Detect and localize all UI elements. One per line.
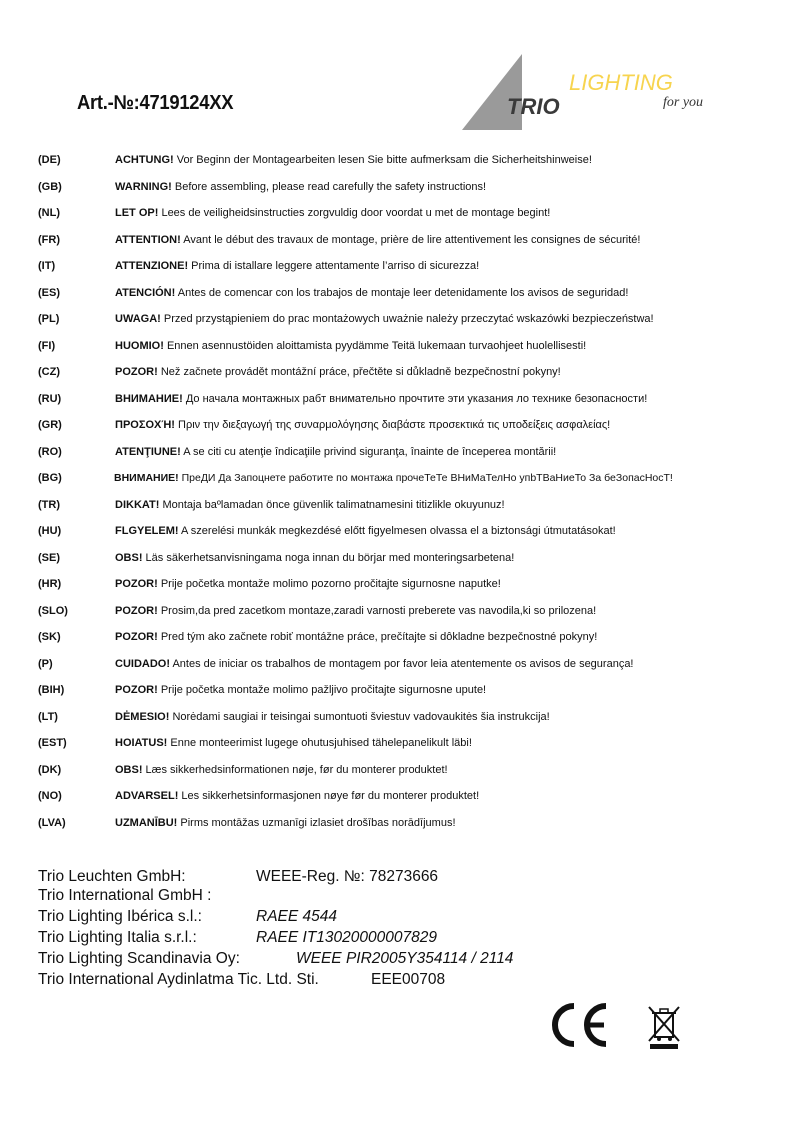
warning-text xyxy=(115,736,472,750)
warning-text xyxy=(115,604,596,618)
warning-row-ru xyxy=(38,392,778,419)
warning-body: Enne monteerimist lugege ohutusjuhised tähelepanelikult läbi! xyxy=(167,737,472,749)
warning-text xyxy=(115,206,550,220)
language-code: (HU) xyxy=(38,525,62,537)
language-code: (CZ) xyxy=(38,366,60,378)
article-number: Art.-№:4719124XX xyxy=(77,92,234,114)
warning-heading: HOIATUS! xyxy=(115,737,168,749)
language-code: (P) xyxy=(38,657,53,670)
warning-body: Avant le début des travaux de montage, prière de lire attentivement les consignes de sécurité! xyxy=(180,233,641,246)
warning-text xyxy=(115,710,550,724)
warning-text xyxy=(115,259,479,273)
warning-text xyxy=(115,392,647,406)
warning-row-bg xyxy=(38,471,778,498)
compliance-marks xyxy=(550,1002,690,1050)
warning-row-lva xyxy=(38,816,778,843)
registration-number: WEEE-Reg. №: 78273666 xyxy=(256,868,439,885)
warning-heading: POZOR! xyxy=(115,631,158,643)
safety-warnings-list xyxy=(38,153,778,842)
warning-heading: POZOR! xyxy=(115,684,158,696)
warning-heading: ACHTUNG! xyxy=(115,154,174,166)
warning-row-gr xyxy=(38,418,778,445)
language-code: (LT) xyxy=(38,710,58,723)
language-code: (GR) xyxy=(38,419,62,431)
warning-body: Les sikkerhetsinformasjonen nøye før du monterer produktet! xyxy=(178,790,480,802)
marks-graphic xyxy=(550,1002,690,1050)
warning-heading: DIKKAT! xyxy=(115,498,160,511)
warning-body: Prije početka montaže molimo pozorno pročitajte sigurnosne naputke! xyxy=(157,578,501,590)
registration-number: WEEE PIR2005Y354114 / 2114 xyxy=(296,950,514,967)
warning-row-gb xyxy=(38,180,778,207)
warning-heading: POZOR! xyxy=(115,366,158,378)
warning-text xyxy=(115,630,597,644)
warning-heading: CUIDADO! xyxy=(115,657,170,670)
warning-row-fr xyxy=(38,233,778,260)
warning-body: Prije početka montaže molimo pažljivo pročitajte sigurnosne upute! xyxy=(157,684,487,696)
language-code: (TR) xyxy=(38,498,60,511)
language-code: (ES) xyxy=(38,286,60,299)
language-code: (LVA) xyxy=(38,816,66,829)
warning-text xyxy=(115,816,456,830)
warning-row-sk xyxy=(38,630,778,657)
warning-text xyxy=(115,365,561,379)
warning-text xyxy=(115,577,501,591)
warning-row-bih xyxy=(38,683,778,710)
warning-body: A se citi cu atenţie îndicaţiile privind siguranţa, înainte de începerea montării! xyxy=(180,445,557,458)
warning-body: Πριν την διεξαγωγή της συναρμολόγησης διαβάστε προσεκτικά τις υποδείξεις ασφαλείας! xyxy=(174,419,611,431)
warning-text xyxy=(115,524,616,538)
warning-row-no xyxy=(38,789,778,816)
language-code: (RO) xyxy=(38,445,62,458)
logo-graphic xyxy=(462,52,722,132)
warning-heading: LET OP! xyxy=(115,207,159,219)
language-code: (BG) xyxy=(38,472,62,484)
language-code: (SLO) xyxy=(38,604,68,617)
warning-text xyxy=(114,471,673,485)
warning-text xyxy=(115,445,556,459)
weee-bin-icon xyxy=(649,1007,679,1049)
warning-row-lt xyxy=(38,710,778,737)
company-name: Trio Lighting Italia s.r.l.: xyxy=(38,929,197,946)
warning-row-fi xyxy=(38,339,778,366)
language-code: (NL) xyxy=(38,207,60,219)
warning-body: Antes de iniciar os trabalhos de montagem por favor leia atentemente os avisos de segurança! xyxy=(170,657,634,670)
warning-row-slo xyxy=(38,604,778,631)
warning-row-est xyxy=(38,736,778,763)
warning-heading: UZMANĪBU! xyxy=(115,816,178,829)
warning-text xyxy=(115,233,640,247)
warning-body: Pirms montāžas uzmanīgi izlasiet drošības norādījumus! xyxy=(177,816,456,829)
language-code: (DE) xyxy=(38,154,61,166)
warning-body: Než začnete provádět montážní práce, přečtěte si důkladně bezpečnostní pokyny! xyxy=(157,366,561,378)
warning-heading: OBS! xyxy=(115,551,143,564)
warning-heading: ADVARSEL! xyxy=(115,790,179,802)
language-code: (SK) xyxy=(38,631,61,643)
logo-lighting-text: LIGHTING xyxy=(569,70,673,95)
warning-heading: POZOR! xyxy=(115,578,158,590)
warning-text xyxy=(115,657,634,671)
warning-heading: HUOMIO! xyxy=(115,339,164,352)
warning-body: A szerelési munkák megkezdésé előtt figyelmesen olvassa el a biztonsági útmutatásokat! xyxy=(178,525,616,537)
warning-heading: ATTENZIONE! xyxy=(115,260,189,272)
warning-body: Montaja baºlamadan önce güvenlik talimatnamesini titizlikle okuyunuz! xyxy=(159,498,505,511)
warning-row-tr xyxy=(38,498,778,525)
warning-text xyxy=(115,339,586,353)
warning-text xyxy=(115,286,628,300)
company-name: Trio International Aydinlatma Tic. Ltd. Sti. xyxy=(38,971,319,988)
warning-row-hr xyxy=(38,577,778,604)
warning-body: Läs säkerhetsanvisningama noga innan du börjar med monteringsarbetena! xyxy=(142,551,515,564)
warning-row-hu xyxy=(38,524,778,551)
warning-body: Norėdami saugiai ir teisingai sumontuoti šviestuv vadovaukitės šia instrukcija! xyxy=(169,710,550,723)
warning-row-de xyxy=(38,153,778,180)
warning-text xyxy=(115,498,505,512)
language-code: (FI) xyxy=(38,339,56,352)
warning-body: Ennen asennustöiden aloittamista pyydämme Teitä lukemaan turvaohjeet huolellisesti! xyxy=(163,339,587,352)
warning-heading: ATENCIÓN! xyxy=(115,286,176,299)
language-code: (BIH) xyxy=(38,684,65,696)
language-code: (PL) xyxy=(38,313,60,325)
warning-heading: DĖMESIO! xyxy=(115,710,170,723)
language-code: (DK) xyxy=(38,763,62,776)
logo-for-you-text: for you xyxy=(663,95,704,110)
registration-number: RAEE 4544 xyxy=(256,908,337,925)
company-name: Trio Leuchten GmbH: xyxy=(38,868,186,885)
warning-body: Before assembling, please read carefully the safety instructions! xyxy=(171,180,487,193)
warning-heading: ATENŢIUNE! xyxy=(115,445,181,458)
language-code: (IT) xyxy=(38,260,56,272)
language-code: (HR) xyxy=(38,578,62,590)
language-code: (NO) xyxy=(38,790,62,802)
warning-body: Læs sikkerhedsinformationen nøje, før du monterer produktet! xyxy=(142,763,448,776)
language-code: (SE) xyxy=(38,551,60,564)
warning-text xyxy=(115,763,448,777)
language-code: (EST) xyxy=(38,737,67,749)
language-code: (FR) xyxy=(38,233,60,246)
registration-number: RAEE IT13020000007829 xyxy=(256,929,437,946)
warning-row-ro xyxy=(38,445,778,472)
warning-body: Vor Beginn der Montagearbeiten lesen Sie bitte aufmerksam die Sicherheitshinweise! xyxy=(173,154,592,166)
warning-body: Przed przystąpieniem do prac montażowych uważnie należy przeczytać wskazówki bezpieczeństwa! xyxy=(160,313,654,325)
warning-heading: UWAGA! xyxy=(115,313,161,325)
warning-text xyxy=(115,683,486,697)
company-name: Trio Lighting Ibérica s.l.: xyxy=(38,908,202,925)
warning-text xyxy=(115,312,654,326)
warning-heading: ВНИМАНИЕ! xyxy=(114,472,179,484)
warning-row-pl xyxy=(38,312,778,339)
warning-heading: ΠΡΟΣΟΧΉ! xyxy=(115,419,175,431)
warning-text xyxy=(115,551,514,565)
company-name: Trio International GmbH : xyxy=(38,887,212,904)
warning-heading: WARNING! xyxy=(115,180,172,193)
warning-body: ПреДИ Да Запоцнете работите по монтажа прочеТеТе ВНиМаТелНо упbТВаНиеТо За беЗопасНосТ! xyxy=(178,472,673,484)
warning-row-p xyxy=(38,657,778,684)
warning-text xyxy=(115,153,592,167)
warning-body: Lees de veiligheidsinstructies zorgvuldig door voordat u met de montage begint! xyxy=(158,207,551,219)
warning-row-es xyxy=(38,286,778,313)
warning-body: Prosim,da pred zacetkom montaze,zaradi varnosti preberete vas navodila,ki so prilozena! xyxy=(157,604,597,617)
warning-row-dk xyxy=(38,763,778,790)
warning-body: Antes de comencar con los trabajos de montaje leer detenidamente los avisos de seguridad! xyxy=(175,286,629,299)
warning-row-cz xyxy=(38,365,778,392)
warning-body: Pred tým ako začnete robiť montážne práce, prečítajte si dôkladne bezpečnostné pokyny! xyxy=(157,631,598,643)
language-code: (RU) xyxy=(38,392,62,405)
warning-heading: FLGYELEM! xyxy=(115,525,179,537)
warning-heading: ATTENTION! xyxy=(115,233,181,246)
warning-heading: ВНИМАНИЕ! xyxy=(115,392,183,405)
registration-number: EEE00708 xyxy=(371,971,446,988)
warning-text xyxy=(115,789,479,803)
language-code: (GB) xyxy=(38,180,62,193)
warning-heading: POZOR! xyxy=(115,604,158,617)
warning-body: До начала монтажных рабт внимательно прочтите эти указания ло технике безопасности! xyxy=(182,392,648,405)
warning-heading: OBS! xyxy=(115,763,143,776)
warning-row-se xyxy=(38,551,778,578)
warning-text xyxy=(115,418,610,432)
warning-row-it xyxy=(38,259,778,286)
warning-text xyxy=(115,180,486,194)
logo-brand-text: TRIO xyxy=(507,94,560,119)
company-name: Trio Lighting Scandinavia Oy: xyxy=(38,950,240,967)
warning-body: Prima di istallare leggere attentamente l’arriso di sicurezza! xyxy=(188,260,480,272)
ce-mark-icon xyxy=(555,1006,606,1044)
trio-lighting-logo xyxy=(462,52,722,132)
warning-row-nl xyxy=(38,206,778,233)
